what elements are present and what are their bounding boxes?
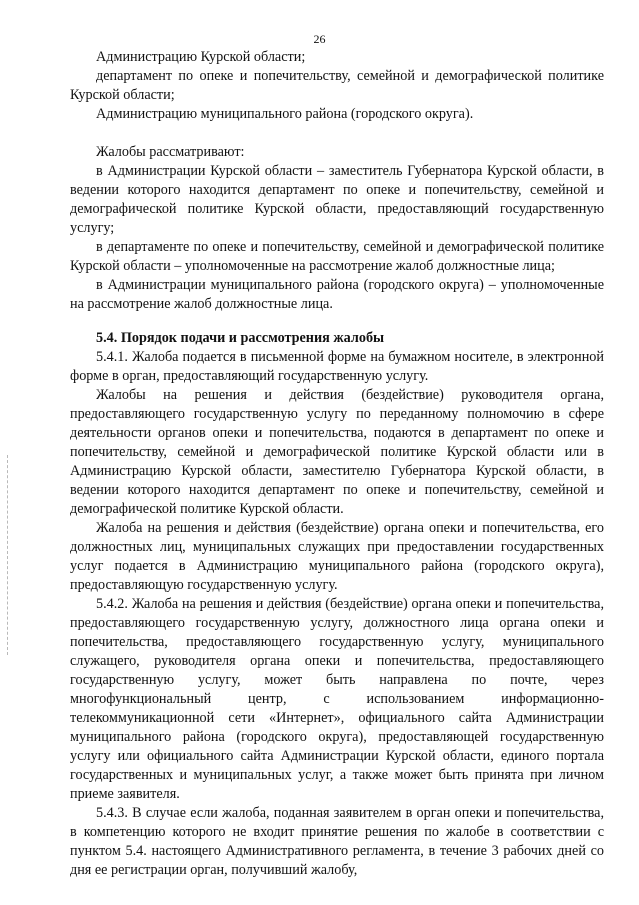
paragraph-head-complaints: Жалобы на решения и действия (бездействие) руководителя органа, предоставляющего государственную услугу по переданному полномочию в сфере деятельности органов опеки и попечительства, подаются в департамент по опеке и попечительству, семейной и демографической политике Курской области или в Администрацию Курской области, заместителю Губернатора Курской области, в ведении которого находится департамент по опеке и попечительству, семейной и демографической политике Курской области. <box>70 387 604 517</box>
page-content <box>70 48 604 880</box>
section-title: 5.4. Порядок подачи и рассмотрения жалобы <box>96 330 385 346</box>
paragraph-5-4-2: 5.4.2. Жалоба на решения и действия (бездействие) органа опеки и попечительства, предоставляющего государственную услугу, должностного лица органа опеки и попечительства, предоставляющего государственную услугу, муниципального служащего, руководителя органа опеки и попечительства, предоставляющего государственную услугу, может быть направлена по почте, через многофункциональный центр, с использованием информационно-телекоммуникационной сети «Интернет», официального сайта Администрации муниципального района (городского округа), предоставляющей государственную услугу или официального сайта Администрации Курской области, единого портала государственных и муниципальных услуг, а также может быть принята при личном приеме заявителя. <box>70 596 604 802</box>
paragraph-5-4-3: 5.4.3. В случае если жалоба, поданная заявителем в орган опеки и попечительства, в компетенцию которого не входит принятие решения по жалобе в соответствии с пунктом 5.4. настоящего Административного регламента, в течение 3 рабочих дней со дня ее регистрации орган, получивший жалобу, <box>70 805 604 878</box>
paragraph-reviewer-municipal: в Администрации муниципального района (городского округа) – уполномоченные на рассмотрение жалоб должностные лица. <box>70 277 604 312</box>
paragraph-department: департамент по опеке и попечительству, семейной и демографической политике Курской области; <box>70 68 604 103</box>
paragraph-municipal: Администрацию муниципального района (городского округа). <box>96 106 474 122</box>
complaints-heading: Жалобы рассматривают: <box>96 144 245 160</box>
page-number: 26 <box>313 32 326 46</box>
scan-margin-line <box>7 455 9 655</box>
paragraph-administration: Администрацию Курской области; <box>96 49 306 65</box>
paragraph-5-4-1: 5.4.1. Жалоба подается в письменной форме на бумажном носителе, в электронной форме в орган, предоставляющий государственную услугу. <box>70 349 604 384</box>
paragraph-guardianship-complaints: Жалоба на решения и действия (бездействие) органа опеки и попечительства, его должностных лиц, муниципальных служащих при предоставлении государственных услуг подается в Администрацию муниципального района (городского округа), предоставляющую государственную услугу. <box>70 520 604 593</box>
paragraph-reviewer-department: в департаменте по опеке и попечительству, семейной и демографической политике Курской области – уполномоченные на рассмотрение жалоб должностные лица; <box>70 239 604 274</box>
paragraph-reviewer-governor: в Администрации Курской области – заместитель Губернатора Курской области, в ведении которого находится департамент по опеке и попечительству, семейной и демографической политике Курской области, предоставляющий государственную услугу; <box>70 163 604 236</box>
